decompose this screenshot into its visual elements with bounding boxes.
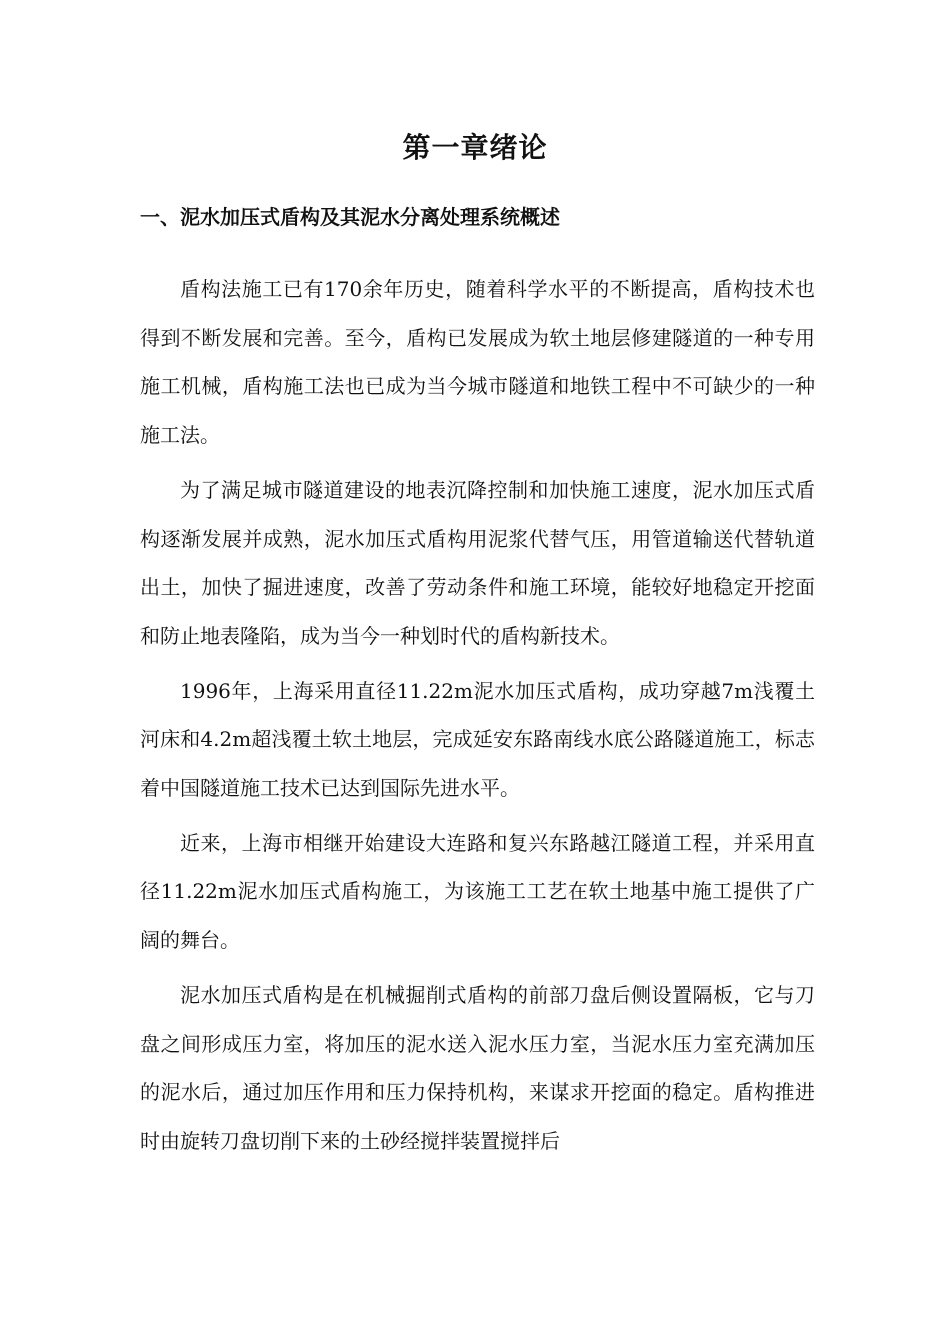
paragraph-1: 盾构法施工已有170余年历史，随着科学水平的不断提高，盾构技术也得到不断发展和完善。至今，盾构已发展成为软土地层修建隧道的一种专用施工机械，盾构施工法也已成为当今城市隧道和地铁工程中不可缺少的一种施工法。 (140, 277, 815, 448)
section-heading: 一、泥水加压式盾构及其泥水分离处理系统概述 (140, 205, 560, 229)
paragraph-5: 泥水加压式盾构是在机械掘削式盾构的前部刀盘后侧设置隔板，它与刀盘之间形成压力室，将加压的泥水送入泥水压力室，当泥水压力室充满加压的泥水后，通过加压作用和压力保持机构，来谋求开挖面的稳定。盾构推进时由旋转刀盘切削下来的土砂经搅拌装置搅拌后 (140, 982, 815, 1153)
chapter-title: 第一章绪论 (402, 131, 548, 164)
body-text (140, 265, 815, 1172)
paragraph-2: 为了满足城市隧道建设的地表沉降控制和加快施工速度，泥水加压式盾构逐渐发展并成熟，泥水加压式盾构用泥浆代替气压，用管道输送代替轨道出土，加快了掘进速度，改善了劳动条件和施工环境，能较好地稳定开挖面和防止地表隆陷，成为当今一种划时代的盾构新技术。 (140, 477, 815, 648)
paragraph-3: 1996年，上海采用直径11.22m泥水加压式盾构，成功穿越7m浅覆土河床和4.2m超浅覆土软土地层，完成延安东路南线水底公路隧道施工，标志着中国隧道施工技术已达到国际先进水平。 (140, 678, 815, 801)
paragraph-4: 近来，上海市相继开始建设大连路和复兴东路越江隧道工程，并采用直径11.22m泥水加压式盾构施工，为该施工工艺在软土地基中施工提供了广阔的舞台。 (140, 830, 815, 953)
